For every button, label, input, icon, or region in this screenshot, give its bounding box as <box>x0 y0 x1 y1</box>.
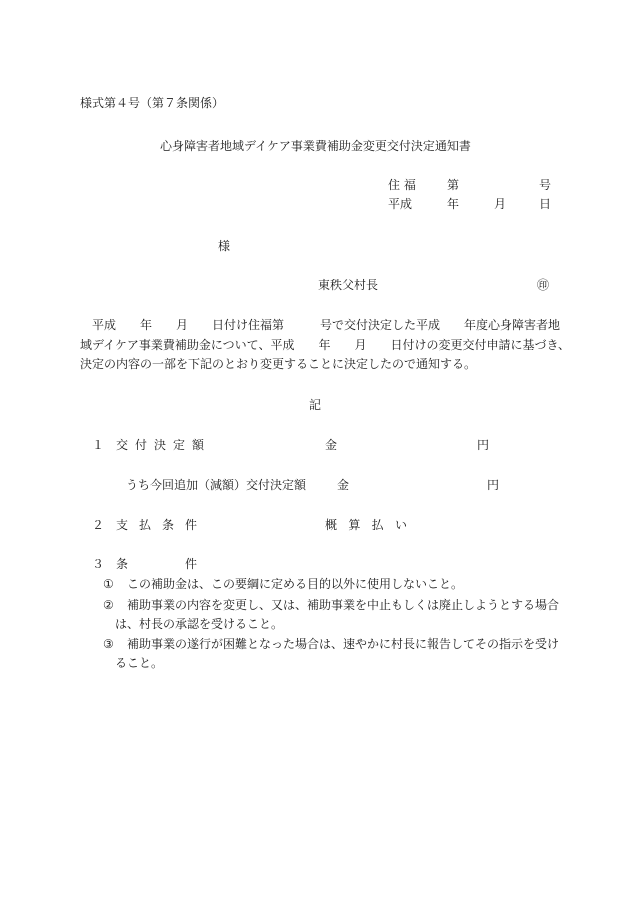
item1-sub-label: うち今回追加（減額）交付決定額 <box>126 478 307 492</box>
item1-yen: 円 <box>477 438 490 452</box>
condition-text: ること。 <box>115 656 164 670</box>
item1-number: １ <box>92 438 105 452</box>
item3-label: 条 件 <box>116 557 197 571</box>
doc-number-dai: 第 <box>447 178 460 192</box>
body-line: 域デイケア事業費補助金について、平成 年 月 日付けの変更交付申請に基づき、 <box>80 338 570 352</box>
seal-mark: ㊞ <box>537 278 550 292</box>
doc-number-prefix: 住 福 <box>388 178 416 192</box>
item2-label: 支 払 条 件 <box>116 518 197 532</box>
item1-kin: 金 <box>325 438 338 452</box>
body-line: 平成 年 月 日付け住福第 号で交付決定した平成 年度心身障害者地 <box>92 318 561 332</box>
item3-number: ３ <box>92 557 105 571</box>
doc-number-go: 号 <box>539 178 552 192</box>
date-day: 日 <box>539 197 552 211</box>
date-month: 月 <box>494 197 507 211</box>
item2-number: ２ <box>92 518 105 532</box>
body-line: 決定の内容の一部を下記のとおり変更することに決定したので通知する。 <box>80 357 477 371</box>
item2-value: 概 算 払 い <box>325 518 407 532</box>
item1-sub-kin: 金 <box>337 478 350 492</box>
issuer-name: 東秩父村長 <box>318 278 379 292</box>
ki-heading: 記 <box>309 398 322 412</box>
form-number: 様式第４号（第７条関係） <box>80 96 225 110</box>
item1-label: 交 付 決 定 額 <box>116 438 204 452</box>
date-era: 平成 <box>388 197 413 211</box>
condition-marker: ① <box>103 577 114 591</box>
date-year: 年 <box>447 197 460 211</box>
condition-text: この補助金は、この要綱に定める目的以外に使用しないこと。 <box>127 577 464 591</box>
condition-marker: ③ <box>103 637 114 651</box>
item1-sub-yen: 円 <box>487 478 500 492</box>
condition-text: 補助事業の遂行が困難となった場合は、速やかに村長に報告してその指示を受け <box>127 637 560 651</box>
condition-text: は、村長の承認を受けること。 <box>115 617 284 631</box>
condition-marker: ② <box>103 598 114 612</box>
condition-text: 補助事業の内容を変更し、又は、補助事業を中止もしくは廃止しようとする場合 <box>127 598 560 612</box>
addressee-honorific: 様 <box>218 239 231 253</box>
document-title: 心身障害者地域デイケア事業費補助金変更交付決定通知書 <box>160 139 471 153</box>
